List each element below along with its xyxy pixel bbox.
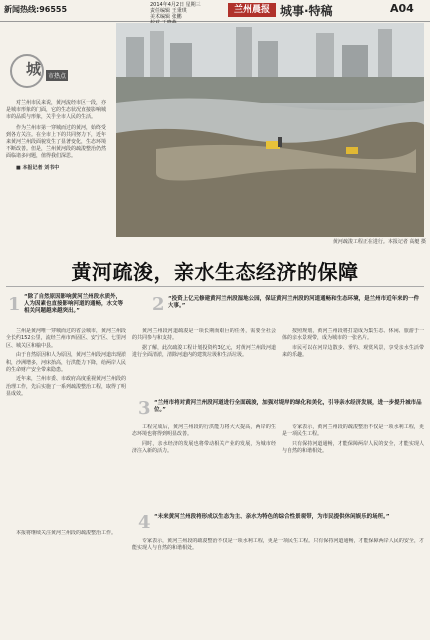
- paragraph-part: 只有保持河道通畅，才能保障两岸人民的安全，才能实现人与自然的和谐相处。: [132, 538, 424, 552]
- paragraph: 按照规划，黄河兰州段将打造成为集生态、休闲、旅游于一体的亲水景观带，成为城市的一张名片。: [282, 328, 424, 342]
- photo-caption: 黄河疏浚工程正在进行。本报记者 高艇 摄: [332, 239, 426, 245]
- newspaper-brand: 兰州晨报: [228, 3, 276, 17]
- page-number: A04: [390, 2, 414, 15]
- column-2b: [132, 424, 276, 510]
- city-hotspot-badge: [10, 54, 68, 88]
- column-1b: [6, 530, 126, 634]
- river-dredging-photo: [116, 23, 424, 237]
- q3-number: 3: [138, 398, 151, 419]
- photo-illustration: [116, 23, 424, 237]
- q3-lead: “兰州市将对黄河兰州段河道进行全面疏浚，加强对堤岸的绿化和美化，引导亲水经济发展，进一步提升城市品位。”: [154, 400, 422, 413]
- paragraph: 兰州是黄河唯一穿城而过的省会城市，黄河兰州段全长约152公里，流经兰州市西固区、安宁区、七里河区、城关区和榆中县。: [6, 328, 126, 349]
- column-3: [282, 328, 424, 396]
- q4-number: 4: [138, 512, 151, 533]
- column-1: [6, 328, 126, 524]
- editor-credit: 责任编辑 王秉琪: [150, 8, 187, 14]
- paragraph: 由于自然原因和人为原因，黄河兰州段河道出现淤积，沙洲增多，河床抬高，行洪能力下降，给两岸人民的生命财产安全带来隐患。: [6, 352, 126, 374]
- paragraph: 本报将继续关注黄河兰州段的疏浚整治工作。: [16, 530, 117, 536]
- q2-lead: “投资上亿元修建黄河兰州段湿地公园，保证黄河兰州段的河道通畅和生态环境，是兰州市近年来的一件大事。”: [168, 296, 420, 309]
- headline-rule: [6, 286, 424, 287]
- issue-date: 2014年4月2日 星期三: [150, 2, 201, 8]
- column-3b: [282, 424, 424, 510]
- paragraph: 专家表示，黄河兰州段的疏浚整治不仅是一项水利工程，更是一项民生工程。: [282, 424, 424, 438]
- paragraph: 近年来，兰州市委、市政府高度重视黄河兰州段的治理工作，先后实施了一系列疏浚整治工程，取得了明显成效。: [6, 376, 126, 398]
- paragraph: 工程完成后，黄河兰州段的行洪能力将大大提高，两岸的生态环境也将得到明显改善。: [132, 424, 276, 438]
- page-header: [0, 0, 430, 22]
- q2-number: 2: [152, 294, 165, 315]
- paragraph: 同时，亲水经济的发展也将带动相关产业的发展，为城市经济注入新的活力。: [132, 440, 276, 455]
- q1-lead: “除了自然原因影响黄河兰州段水质外，人为因素也直接影响河道的通畅，水文等相关问题越来越突出。”: [24, 294, 124, 314]
- intro-paragraph: 对兰州市民来说，黄河流经市区一段，亦是城市形象的门面，它的生态状况直接影响城市的品质与形象，关乎全市人民的生活。: [6, 100, 107, 121]
- paragraph: 只有保持河道通畅，才能保障两岸人民的安全，才能实现人与自然的和谐相处。: [282, 440, 424, 455]
- paragraph: [132, 538, 424, 553]
- column-2: [132, 328, 276, 396]
- paragraph: 据了解，此次疏浚工程计划投资约3亿元，对黄河兰州段河道进行全面清淤，清除河道内的建筑垃圾和生活垃圾。: [132, 344, 276, 359]
- q1-number: 1: [8, 294, 21, 315]
- paragraph: 市民可以在河岸边散步、垂钓、观赏风景，享受亲水生活带来的乐趣。: [282, 344, 424, 359]
- paragraph: 黄河兰州段河道疏浚是一项长期而艰巨的任务，需要全社会的共同参与和支持。: [132, 328, 276, 342]
- paragraph-part: 专家表示，黄河兰州段的疏浚整治不仅是一项水利工程，更是一项民生工程。: [142, 538, 314, 544]
- main-headline: 黄河疏浚，亲水生态经济的保障: [71, 260, 359, 284]
- badge-char: 城: [26, 60, 42, 78]
- intro-text: [6, 100, 110, 172]
- intro-paragraph: 作为兰州市第一穿城而过的黄河，始终受到各方关注。在全市上下的共同努力下，近年来黄河兰州段面貌发生了显著变化，生态环境不断改善。但是，兰州黄河段的疏浚整治仍然面临诸多问题，值得我们深思。: [6, 124, 107, 160]
- reporter-byline: ■ 本报记者 刘书中: [16, 164, 60, 171]
- design-credit: 美术编辑 张鹏: [150, 14, 182, 20]
- section-title: 城事·特稿: [280, 4, 333, 18]
- q4-lead: “未来黄河兰州段将形成以生态为主、亲水为特色的综合性景观带，为市民提供休闲娱乐的场所。”: [154, 514, 390, 520]
- badge-tag: 市热点: [46, 70, 68, 81]
- news-hotline: 新闻热线:96555: [4, 5, 68, 14]
- column-4: [132, 538, 424, 634]
